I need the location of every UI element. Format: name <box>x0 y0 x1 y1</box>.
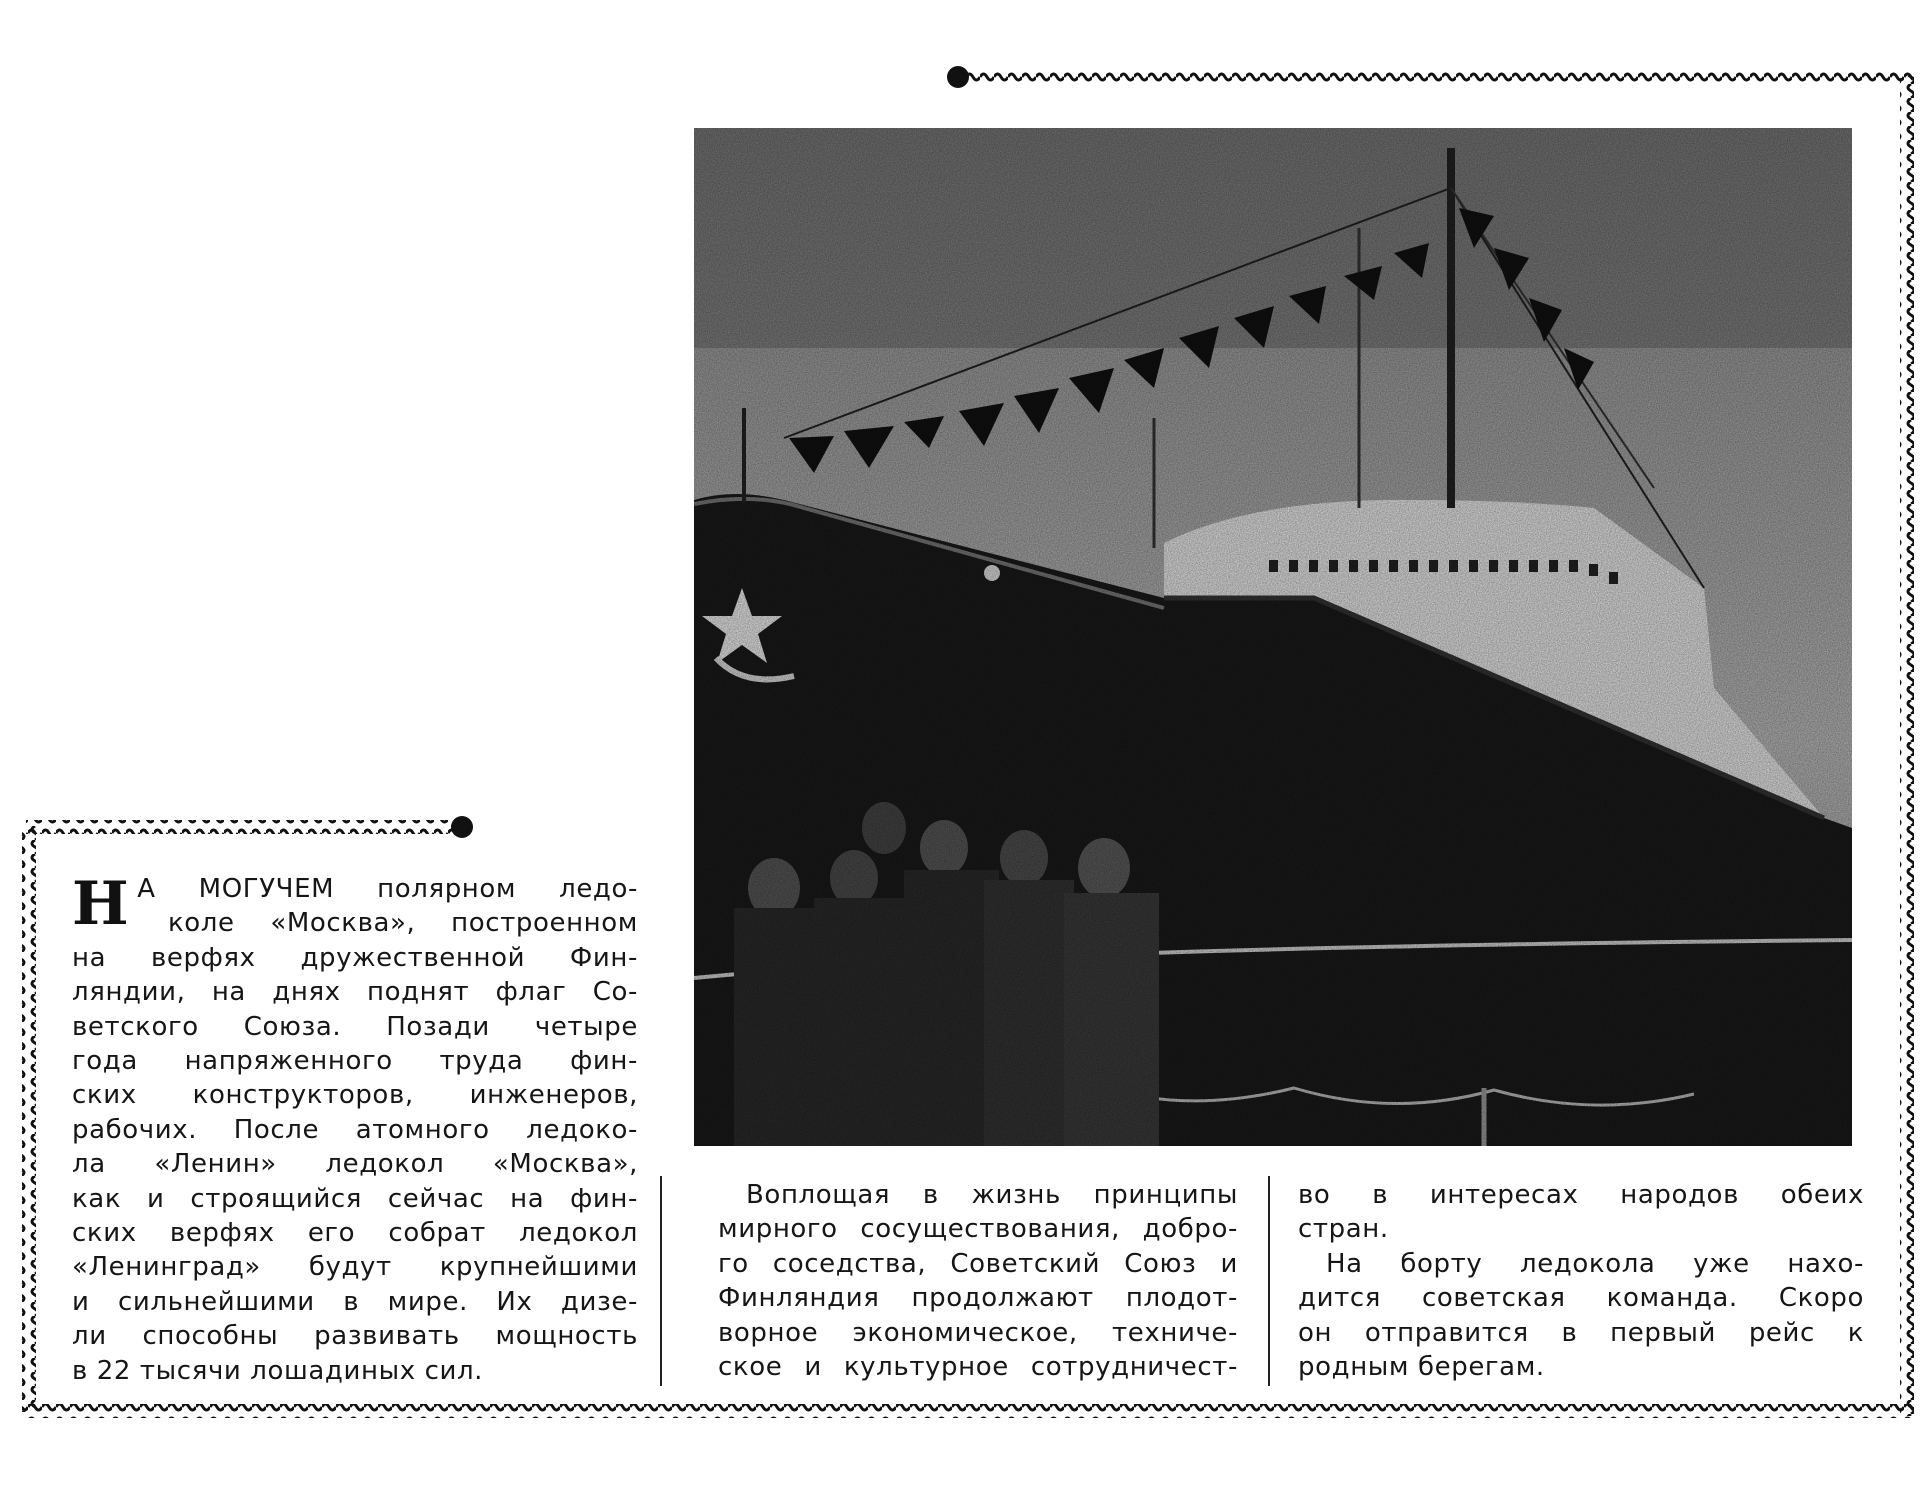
frame-dot-left <box>451 816 473 838</box>
text-line: ла «Ленин» ледокол «Москва», <box>72 1149 638 1180</box>
drop-cap: Н <box>72 869 130 939</box>
text-line: рабочих. После атомного ледоко- <box>72 1114 638 1145</box>
article-column-2 <box>718 1178 1238 1384</box>
text-line: ское и культурное сотрудничест- <box>718 1352 1238 1383</box>
text-line: ли способны развивать мощность <box>72 1321 638 1352</box>
text-line: «Ленинград» будут крупнейшими <box>72 1252 638 1283</box>
frame-bottom <box>24 1404 1914 1418</box>
column-rule-right <box>1268 1176 1270 1386</box>
text-line: родным берегам. <box>1298 1352 1545 1383</box>
text-line: дится советская команда. Скоро <box>1298 1283 1864 1314</box>
frame-left <box>22 826 36 1412</box>
text-line: го соседства, Советский Союз и <box>718 1248 1238 1279</box>
icebreaker-photo <box>694 128 1852 1146</box>
text-line: ляндии, на днях поднят флаг Со- <box>72 977 638 1008</box>
frame-top-right <box>964 70 1912 84</box>
text-line: ских конструкторов, инженеров, <box>72 1080 638 1111</box>
text-line: он отправится в первый рейс к <box>1298 1317 1864 1348</box>
text-line: и сильнейшими в мире. Их дизе- <box>72 1286 638 1317</box>
text-line: мирного сосуществования, добро- <box>718 1214 1238 1245</box>
text-line: А МОГУЧЕМ полярном ледо- <box>137 874 638 904</box>
text-line: как и строящийся сейчас на фин- <box>72 1183 638 1214</box>
text-line: На борту ледокола уже нахо- <box>1326 1248 1864 1279</box>
text-line: ветского Союза. Позади четыре <box>72 1011 638 1042</box>
text-line: Воплощая в жизнь принципы <box>746 1180 1238 1210</box>
column-rule-left <box>660 1176 662 1386</box>
text-line: стран. <box>1298 1214 1389 1245</box>
text-line: во в интересах народов обеих <box>1298 1180 1864 1210</box>
frame-dot-top <box>947 66 969 88</box>
text-line: ворное экономическое, техниче- <box>718 1317 1238 1348</box>
article-column-1 <box>72 869 638 1388</box>
text-line: коле «Москва», построенном <box>168 908 638 939</box>
text-line: года напряженного труда фин- <box>72 1046 638 1077</box>
text-line: на верфях дружественной Фин- <box>72 942 638 973</box>
text-line: Финляндия продолжают плодот- <box>718 1283 1238 1314</box>
text-line: ских верфях его собрат ледокол <box>72 1218 638 1249</box>
text-line: в 22 тысячи лошадиных сил. <box>72 1355 484 1386</box>
frame-right <box>1900 76 1914 1416</box>
frame-top-left <box>26 820 456 834</box>
article-column-3 <box>1298 1178 1864 1384</box>
